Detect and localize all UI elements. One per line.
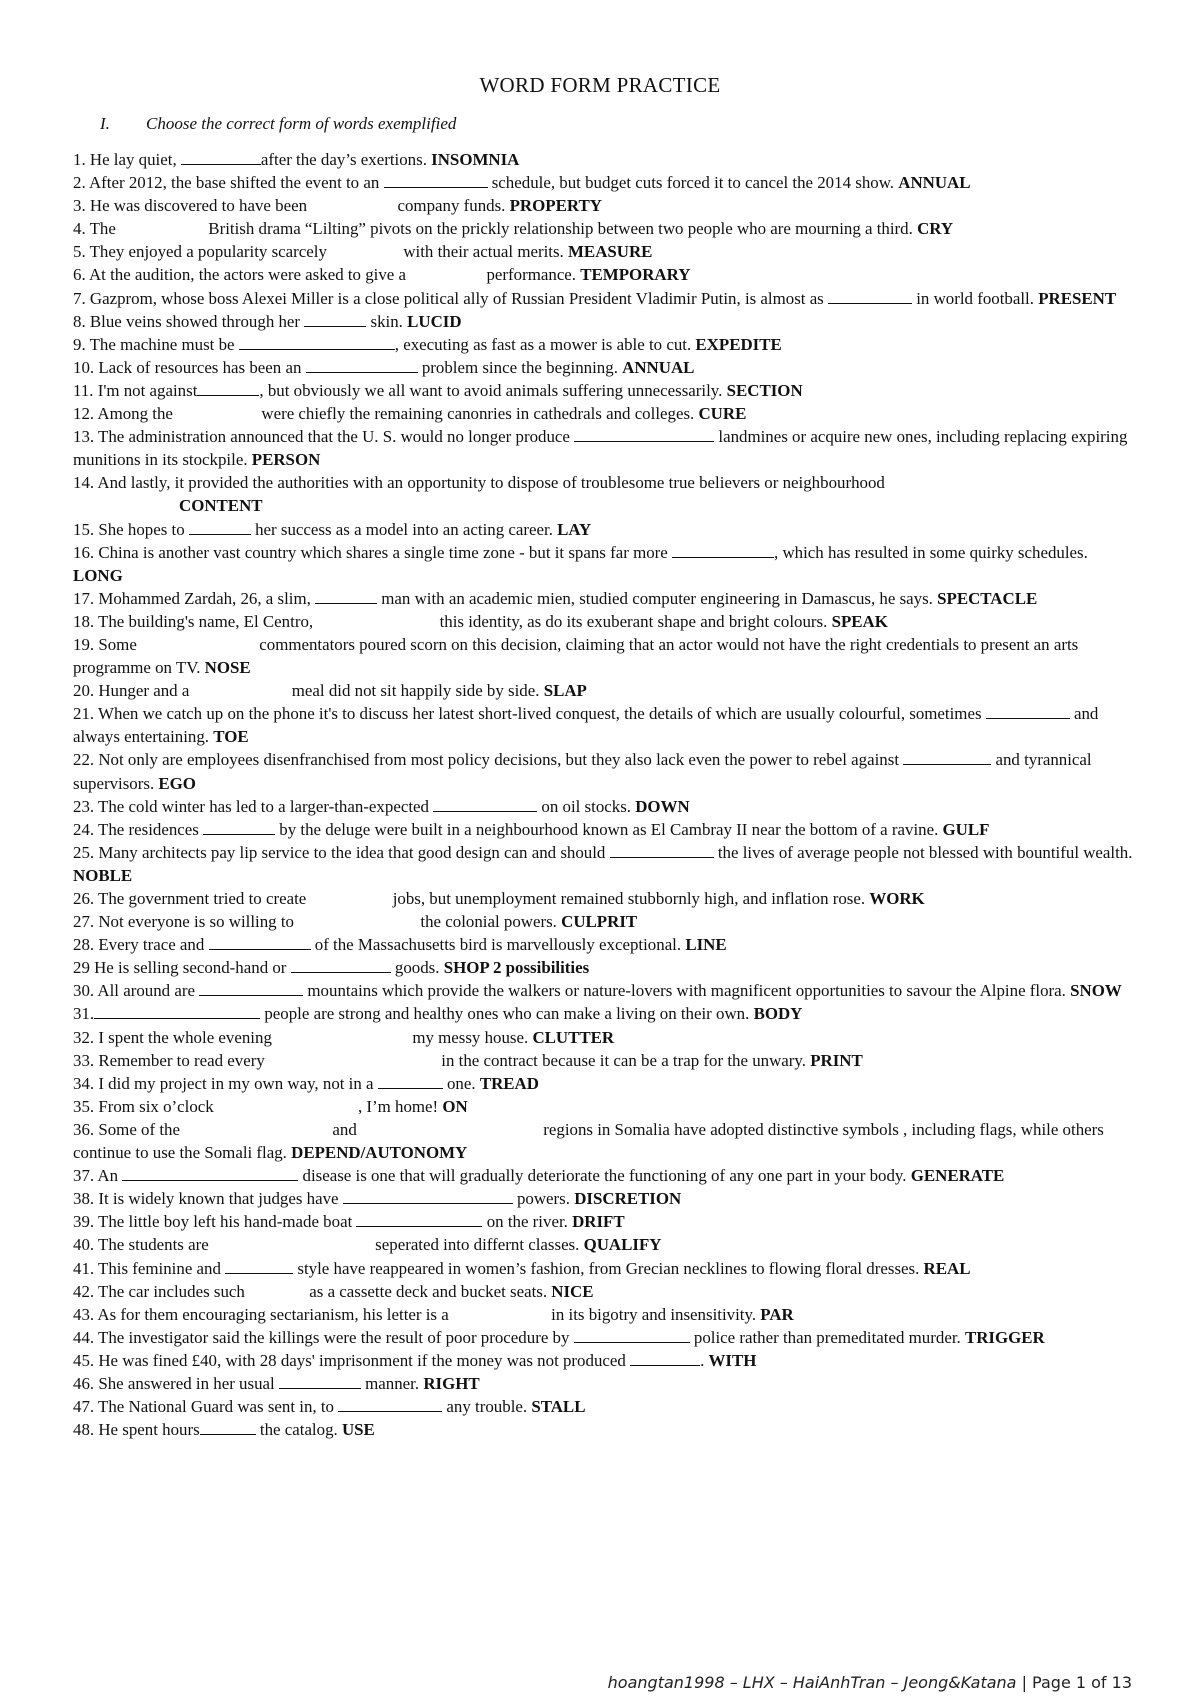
question-text: 34. I did my project in my own way, not in a [73,1073,378,1093]
question-text: , which has resulted in some quirky schedules. [774,542,1088,562]
question-text: 46. She answered in her usual [73,1373,279,1393]
question-41 [73,1257,1133,1280]
question-text: powers. [512,1189,575,1209]
question-text: 12. Among the [73,404,178,424]
question-text: landmines or acquire new ones, including replacing expiring munitions in its stockpile. [73,427,1128,470]
question-8 [73,310,1133,333]
question-text: 19. Some [73,634,142,654]
question-keyword: STALL [531,1397,586,1417]
question-text: 1. He lay quiet, [73,150,181,169]
question-text: 17. Mohammed Zardah, 26, a slim, [73,588,316,608]
question-35 [73,1095,1133,1118]
answer-blank [269,1052,437,1066]
question-text: police rather than premeditated murder. [689,1327,965,1347]
answer-blank [177,406,257,420]
answer-blank [306,358,418,373]
question-text: meal did not sit happily side by side. [287,681,544,701]
question-keyword: WITH [708,1350,757,1370]
question-keyword: LINE [685,935,727,955]
question-text: any trouble. [442,1397,532,1417]
question-keyword: CRY [917,219,954,239]
question-34 [73,1072,1133,1095]
question-text: 33. Remember to read every [73,1050,270,1070]
answer-blank [410,267,482,281]
answer-blank [384,174,488,189]
question-keyword: NOSE [204,658,251,678]
question-keyword: NICE [551,1281,594,1301]
question-text: skin. [366,311,408,331]
question-17 [73,587,1133,610]
answer-blank [356,1213,482,1228]
question-text: company funds. [393,196,510,216]
question-37 [73,1164,1133,1187]
question-text: , but obviously we all want to avoid animals suffering unnecessarily. [259,380,727,400]
question-text: by the deluge were built in a neighbourhood known as El Cambray II near the bottom of a ravine. [275,819,943,839]
question-28 [73,933,1133,956]
question-40 [73,1233,1133,1256]
question-text: style have reappeared in women’s fashion, from Grecian necklines to flowing floral dresses. [293,1258,924,1278]
question-text: jobs, but unemployment remained stubbornly high, and inflation rose. [388,889,870,908]
question-keyword: NOBLE [73,865,133,885]
question-text: 37. An [73,1166,123,1186]
question-text: and always entertaining. [73,704,1099,747]
question-keyword: GENERATE [910,1166,1005,1186]
question-list [73,148,1133,1441]
question-33 [73,1049,1133,1072]
question-text: 31. [73,1004,95,1024]
question-32 [73,1026,1133,1049]
question-10 [73,356,1133,379]
question-keyword: SECTION [726,380,803,400]
question-19 [73,633,1133,679]
question-text: 36. Some of the [73,1119,185,1139]
answer-blank [311,198,393,212]
question-text: the lives of average people not blessed with bountiful wealth. [713,842,1133,862]
question-text: 6. At the audition, the actors were asked to give a [73,265,411,285]
question-keyword: ANNUAL [622,357,695,377]
answer-blank [672,543,774,558]
question-text: . [700,1350,709,1370]
question-text: on the river. [482,1212,573,1232]
answer-blank [453,1306,547,1320]
question-text: with their actual merits. [399,242,568,262]
question-48 [73,1418,1133,1441]
answer-blank [986,705,1070,720]
question-text: in its bigotry and insensitivity. [546,1304,761,1324]
answer-blank [120,221,204,235]
answer-blank [239,335,395,350]
question-keyword: REAL [923,1258,971,1278]
question-16 [73,541,1133,587]
question-text: people are strong and healthy ones who can make a living on their own. [260,1004,754,1024]
question-keyword: SLAP [543,681,587,701]
question-keyword: QUALIFY [583,1235,662,1255]
question-text: British drama “Lilting” pivots on the prickly relationship between two people who are mourning a third. [204,219,918,239]
answer-blank [122,1167,298,1182]
question-text: 2. After 2012, the base shifted the event to an [73,173,384,193]
answer-blank [338,1398,442,1413]
question-keyword: PROPERTY [509,196,602,216]
question-9 [73,333,1133,356]
answer-blank [574,1328,690,1343]
answer-blank [194,683,288,697]
question-39 [73,1210,1133,1233]
question-text: goods. [390,958,444,978]
question-keyword: TOE [213,727,249,747]
question-keyword: USE [341,1420,375,1440]
question-text: schedule, but budget cuts forced it to cancel the 2014 show. [487,173,899,193]
question-text: 4. The [73,219,121,239]
question-text: 48. He spent hours [73,1420,200,1440]
question-text: 47. The National Guard was sent in, to [73,1397,339,1417]
answer-blank [94,1005,260,1020]
question-36 [73,1118,1133,1164]
question-text: the catalog. [255,1420,342,1440]
question-5 [73,240,1133,263]
answer-blank [315,589,377,604]
question-text: 21. When we catch up on the phone it's to discuss her latest short-lived conquest, the details of which are usually colourful, sometimes [73,704,986,724]
question-keyword: ON [442,1096,468,1116]
question-keyword: LAY [557,519,592,539]
question-14 [73,471,1133,517]
question-keyword: PERSON [251,450,321,470]
question-text: 10. Lack of resources has been an [73,357,306,377]
answer-blank [203,820,275,835]
footer-page-number: | Page 1 of 13 [1016,1673,1132,1692]
question-keyword: PAR [760,1304,794,1324]
answer-blank [378,1074,443,1089]
question-26 [73,887,1133,910]
question-3 [73,194,1133,217]
question-text: 15. She hopes to [73,519,189,539]
answer-blank [331,244,399,258]
answer-blank [189,520,251,535]
answer-blank [225,1259,293,1274]
question-38 [73,1187,1133,1210]
question-text: one. [442,1073,480,1093]
question-keyword: RIGHT [423,1373,480,1393]
question-text: 25. Many architects pay lip service to the idea that good design can and should [73,842,610,862]
question-23 [73,795,1133,818]
question-46 [73,1372,1133,1395]
answer-blank [343,1190,513,1205]
answer-blank [199,982,303,997]
answer-blank [209,936,311,951]
question-text: 30. All around are [73,981,200,1001]
answer-blank [304,312,366,327]
question-text: 45. He was fined £40, with 28 days' imprisonment if the money was not produced [73,1350,631,1370]
question-keyword: SHOP 2 possibilities [443,958,590,978]
question-18 [73,610,1133,633]
page-footer [608,1673,1132,1692]
question-text: 44. The investigator said the killings were the result of poor procedure by [73,1327,574,1347]
question-text: on oil stocks. [537,796,636,816]
question-text: 26. The government tried to create [73,889,311,908]
question-42 [73,1280,1133,1303]
question-22 [73,748,1133,794]
question-keyword: DEPEND/AUTONOMY [291,1143,468,1163]
question-24 [73,818,1133,841]
question-keyword: PRESENT [1038,288,1117,308]
section-instruction: Choose the correct form of words exemplified [146,114,457,133]
question-15 [73,518,1133,541]
question-keyword: TREAD [479,1073,539,1093]
answer-blank [361,1121,539,1135]
question-13 [73,425,1133,471]
question-text: 39. The little boy left his hand-made boat [73,1212,357,1232]
question-keyword: DRIFT [572,1212,625,1232]
question-text: 18. The building's name, El Centro, [73,611,318,631]
question-text: disease is one that will gradually deteriorate the functioning of any one part in your body. [298,1166,911,1186]
question-keyword: INSOMNIA [431,150,520,169]
question-text: 20. Hunger and a [73,681,194,701]
question-text: were chiefly the remaining canonries in cathedrals and colleges. [257,404,699,424]
question-keyword: DISCRETION [574,1189,682,1209]
question-text: seperated into differnt classes. [370,1235,584,1255]
question-text: of the Massachusetts bird is marvellously exceptional. [310,935,686,955]
answer-blank [197,381,259,396]
question-12 [73,402,1133,425]
question-keyword: GULF [942,819,990,839]
question-text: mountains which provide the walkers or nature-lovers with magnificent opportunities to savour the Alpine flora. [303,981,1071,1001]
question-4 [73,217,1133,240]
question-text: 9. The machine must be [73,334,239,354]
question-keyword: CULPRIT [561,912,638,932]
question-keyword: SPECTACLE [937,588,1038,608]
question-text: my messy house. [408,1027,533,1047]
question-text: 43. As for them encouraging sectarianism, his letter is a [73,1304,453,1324]
question-text: commentators poured scorn on this decision, claiming that an actor would not have the right credentials to present an arts programme on TV. [73,634,1079,678]
answer-blank [298,914,416,928]
question-text: and tyrannical supervisors. [73,750,1092,793]
question-45 [73,1349,1133,1372]
question-25 [73,841,1133,887]
question-11 [73,379,1133,402]
question-2 [73,171,1133,194]
question-text: 23. The cold winter has led to a larger-than-expected [73,796,434,816]
question-keyword: LUCID [407,311,462,331]
question-keyword: CURE [698,404,747,424]
question-text: 29 He is selling second-hand or [73,958,291,978]
question-keyword: WORK [869,889,925,908]
question-text: and [328,1119,362,1139]
question-keyword: TRIGGER [964,1327,1045,1347]
question-text: , executing as fast as a mower is able to cut. [394,334,696,354]
answer-blank [141,636,255,650]
question-47 [73,1395,1133,1418]
question-29 [73,956,1133,979]
question-44 [73,1326,1133,1349]
question-keyword: CONTENT [179,496,263,516]
question-text: 24. The residences [73,819,204,839]
question-text: manner. [360,1373,424,1393]
question-43 [73,1303,1133,1326]
question-text: 40. The students are [73,1235,213,1255]
question-text: performance. [482,265,581,285]
question-text: in the contract because it can be a trap for the unwary. [437,1050,811,1070]
question-text: problem since the beginning. [417,357,623,377]
question-text: regions in Somalia have adopted distinctive symbols , including flags, while others continue to use the Somali flag. [73,1119,1104,1163]
answer-blank [291,959,391,974]
question-text: 8. Blue veins showed through her [73,311,305,331]
question-21 [73,702,1133,748]
page-title: WORD FORM PRACTICE [479,73,721,97]
question-31 [73,1002,1133,1025]
answer-blank [249,1283,305,1297]
answer-blank [310,890,388,904]
answer-blank [610,843,714,858]
answer-blank [213,1237,371,1251]
question-text: 28. Every trace and [73,935,209,955]
question-text: 5. They enjoyed a popularity scarcely [73,242,332,262]
section-number: I. [100,114,110,133]
answer-blank [828,289,912,304]
question-text: as a cassette deck and bucket seats. [305,1281,552,1301]
question-6 [73,263,1133,286]
question-keyword: MEASURE [567,242,653,262]
question-text: 16. China is another vast country which shares a single time zone - but it spans far more [73,542,672,562]
question-text: , I’m home! [357,1096,443,1116]
question-keyword: BODY [753,1004,803,1024]
answer-blank [181,150,261,165]
answer-blank [574,428,714,443]
question-text: 38. It is widely known that judges have [73,1189,343,1209]
answer-blank [317,613,435,627]
question-30 [73,979,1133,1002]
question-keyword: DOWN [635,796,690,816]
question-text: 3. He was discovered to have been [73,196,312,216]
answer-blank [276,1029,408,1043]
question-text: 14. And lastly, it provided the authorities with an opportunity to dispose of troublesome true believers or neighbourhood [73,473,885,493]
answer-blank [433,797,537,812]
question-text: after the day’s exertions. [260,150,432,169]
question-text: 13. The administration announced that the U. S. would no longer produce [73,427,575,447]
question-text: the colonial powers. [416,912,562,932]
question-text: 27. Not everyone is so willing to [73,912,299,932]
question-text: this identity, as do its exuberant shape and bright colours. [435,611,832,631]
question-7 [73,287,1133,310]
question-keyword: CLUTTER [532,1027,615,1047]
answer-blank [630,1351,700,1366]
question-27 [73,910,1133,933]
question-1 [73,148,1133,171]
section-heading [100,114,456,134]
question-keyword: EGO [158,773,196,793]
answer-blank [218,1098,358,1112]
question-keyword: SPEAK [831,611,888,631]
answer-blank [903,751,991,766]
question-text: 32. I spent the whole evening [73,1027,277,1047]
question-keyword: TEMPORARY [580,265,691,285]
answer-blank [184,1121,328,1135]
question-text: 42. The car includes such [73,1281,250,1301]
question-text: man with an academic mien, studied computer engineering in Damascus, he says. [377,588,938,608]
question-text: 41. This feminine and [73,1258,226,1278]
question-20 [73,679,1133,702]
question-text: 11. I'm not against [73,380,198,400]
question-keyword: ANNUAL [898,173,971,193]
answer-blank [200,1421,256,1436]
question-text: in world football. [911,288,1039,308]
question-text: 7. Gazprom, whose boss Alexei Miller is a close political ally of Russian President Vladimir Putin, is almost as [73,288,828,308]
question-keyword: SNOW [1070,981,1122,1001]
footer-authors: hoangtan1998 – LHX – HaiAnhTran – Jeong&Katana [607,1673,1017,1692]
answer-blank [279,1374,361,1389]
question-text: 35. From six o’clock [73,1096,218,1116]
question-keyword: PRINT [810,1050,863,1070]
question-text: her success as a model into an acting career. [250,519,558,539]
question-text: 22. Not only are employees disenfranchised from most policy decisions, but they also lack even the power to rebel against [73,750,904,770]
question-keyword: LONG [73,565,123,585]
question-keyword: EXPEDITE [695,334,782,354]
